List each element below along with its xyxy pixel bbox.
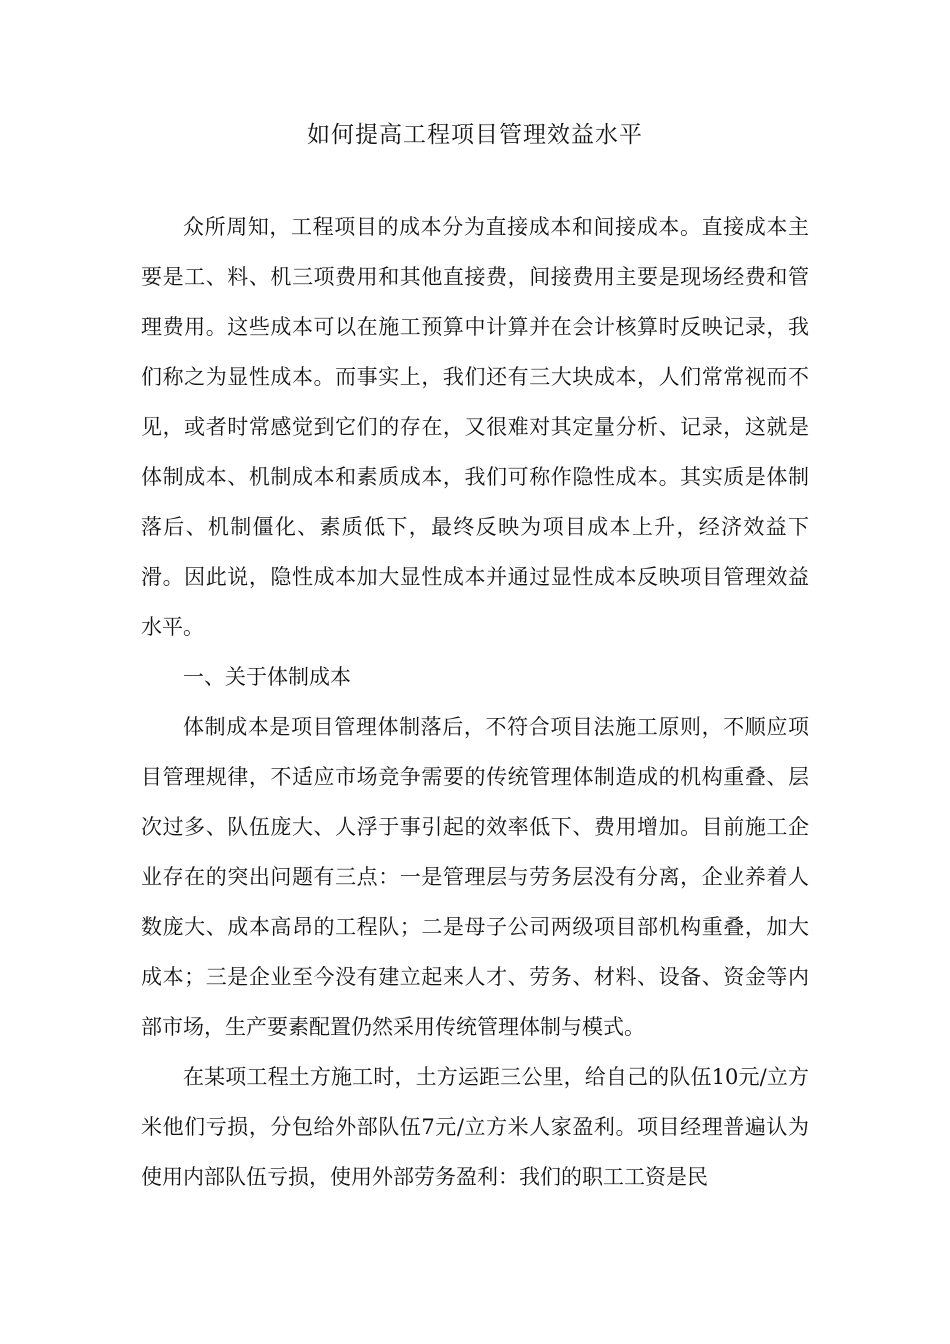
paragraph-intro: 众所周知，工程项目的成本分为直接成本和间接成本。直接成本主要是工、料、机三项费用和其他直接费，间接费用主要是现场经费和管理费用。这些成本可以在施工预算中计算并在会计核算时反映记录，我们称之为显性成本。而事实上，我们还有三大块成本，人们常常视而不见，或者时常感觉到它们的存在，又很难对其定量分析、记录，这就是体制成本、机制成本和素质成本，我们可称作隐性成本。其实质是体制落后、机制僵化、素质低下，最终反映为项目成本上升，经济效益下滑。因此说，隐性成本加大显性成本并通过显性成本反映项目管理效益水平。	[141, 215, 809, 639]
document-body	[141, 202, 809, 1202]
paragraph-earthwork-example: 在某项工程土方施工时，土方运距三公里，给自己的队伍10元/立方米他们亏损，分包给外部队伍7元/立方米人家盈利。项目经理普遍认为使用内部队伍亏损，使用外部劳务盈利：我们的职工工资是民	[141, 1065, 809, 1189]
paragraph-institutional-cost: 体制成本是项目管理体制落后，不符合项目法施工原则，不顺应项目管理规律，不适应市场竞争需要的传统管理体制造成的机构重叠、层次过多、队伍庞大、人浮于事引起的效率低下、费用增加。目前施工企业存在的突出问题有三点：一是管理层与劳务层没有分离，企业养着人数庞大、成本高昂的工程队；二是母子公司两级项目部机构重叠，加大成本；三是企业至今没有建立起来人才、劳务、材料、设备、资金等内部市场，生产要素配置仍然采用传统管理体制与模式。	[141, 715, 809, 1039]
section-heading-institutional-cost: 一、关于体制成本	[183, 665, 351, 689]
document-title: 如何提高工程项目管理效益水平	[307, 122, 643, 148]
